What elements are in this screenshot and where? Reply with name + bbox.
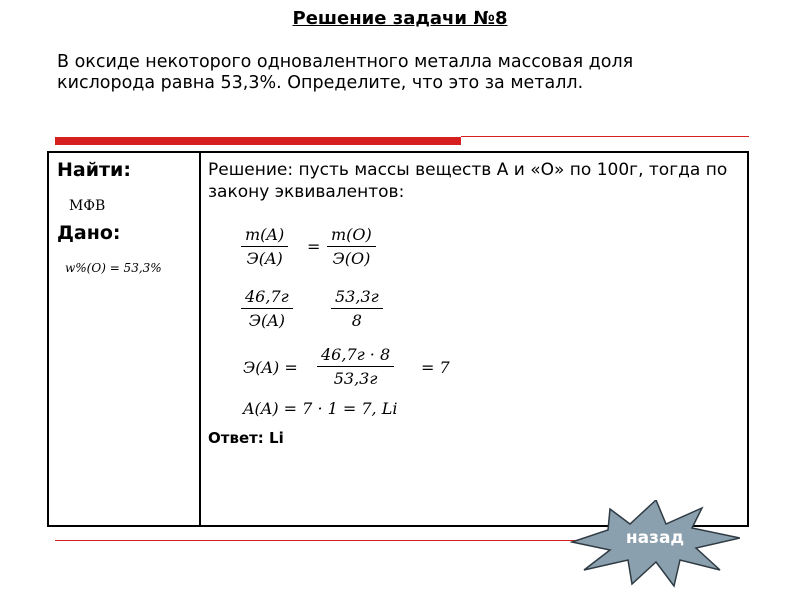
accent-line xyxy=(461,136,749,137)
given-value: w%(O) = 53,3% xyxy=(65,261,162,275)
table-divider xyxy=(199,153,201,525)
solution-table xyxy=(47,151,749,527)
eq2-denominator-1: Э(A) xyxy=(248,311,285,330)
eq2-numerator-1: 46,7г xyxy=(245,287,289,306)
find-label: Найти: xyxy=(57,159,131,181)
solution-intro: Решение: пусть массы веществ А и «О» по 100г, тогда по закону эквивалентов: xyxy=(208,160,728,202)
page-title: Решение задачи №8 xyxy=(292,8,508,29)
bottom-accent-line xyxy=(55,540,575,541)
eq1-numerator-2: m(O) xyxy=(331,225,372,244)
eq1-denominator-1: Э(A) xyxy=(246,249,283,268)
accent-bar xyxy=(55,137,461,145)
eq3-rhs: = 7 xyxy=(421,358,450,377)
eq3-denominator: 53,3г xyxy=(333,369,378,388)
eq3-lhs: Э(A) = xyxy=(243,358,298,377)
back-button-label: назад xyxy=(625,528,685,548)
eq1-denominator-2: Э(O) xyxy=(332,249,371,268)
eq2-denominator-2: 8 xyxy=(351,311,362,330)
eq2-numerator-2: 53,3г xyxy=(335,287,379,306)
answer-text: Ответ: Li xyxy=(208,429,284,447)
eq1-numerator-1: m(A) xyxy=(245,225,285,244)
given-label: Дано: xyxy=(57,222,121,244)
eq1-operator: = xyxy=(307,237,321,256)
eq3-numerator: 46,7г · 8 xyxy=(321,345,391,364)
find-value: МФВ xyxy=(69,198,106,214)
back-button[interactable] xyxy=(570,500,740,588)
equation-4: A(A) = 7 · 1 = 7, Li xyxy=(243,399,398,418)
problem-text: В оксиде некоторого одновалентного металла массовая доля кислорода равна 53,3%. Определите, что это за металл. xyxy=(57,52,634,93)
